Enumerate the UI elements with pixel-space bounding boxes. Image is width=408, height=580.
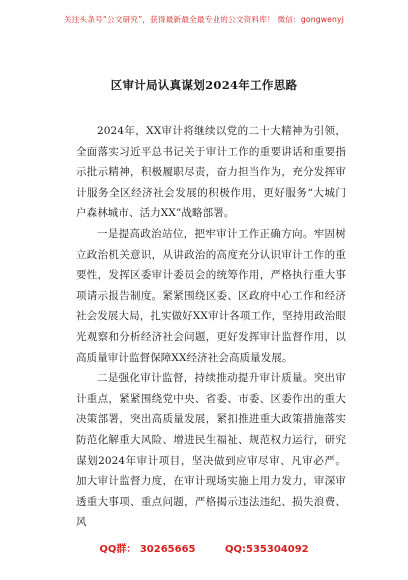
footer-qq-group: QQ群： 30265665 — [99, 544, 196, 555]
paragraph-intro: 2024年，XX审计将继续以党的二十大精神为引领，全面落实习近平总书记关于审计工作的重要讲话和重要指示批示精神，积极履职尽责，奋力担当作为，充分发挥审计服务全区经济社会发展的积极作用，更好服务“大城门户森林城市、活力XX”战略部署。 — [76, 125, 346, 220]
document-body — [76, 121, 346, 533]
document-title: 区审计局认真谋划2024年工作思路 — [110, 78, 298, 92]
header-banner: 关注头条号“公文研究”，获得最新最全最专业的公文资料库！ 微信：gongwenyj — [63, 15, 345, 24]
paragraph-point-one: 一是提高政治站位，把牢审计工作正确方向。牢固树立政治机关意识，从讲政治的高度充分认识审计工作的重要性，发挥区委审计委员会的统筹作用，严格执行重大事项请示报告制度。紧紧围绕区委、区政府中心工作和经济社会发展大局，扎实做好XX审计各项工作，坚持用政治眼光观察和分析经济社会问题，更好发挥审计监督作用，以高质量审计监督保障XX经济社会高质量发展。 — [76, 227, 346, 364]
paragraph-point-two: 二是强化审计监督，持续推动提升审计质量。突出审计重点，紧紧围绕党中央、省委、市委、区委作出的重大决策部署，突出高质量发展，紧扣推进重大政策措施落实防范化解重大风险、增进民生福祉、规范权力运行，研究谋划2024年审计项目，坚决做到应审尽审、凡审必严。加大审计监督力度，在审计现场实施上用力发力，审深审透重大事项、重点问题，严格揭示违法违纪、损失浪费、风 — [76, 372, 346, 529]
footer-qq-number: QQ:535304092 — [225, 544, 309, 555]
footer-contact — [0, 540, 408, 555]
